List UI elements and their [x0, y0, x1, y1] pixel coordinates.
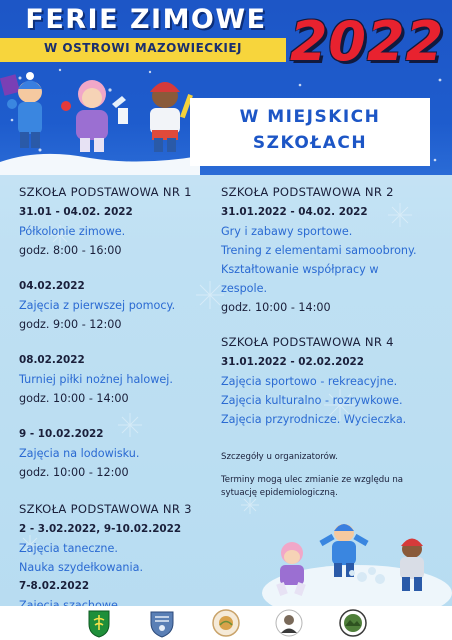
event-activity: Zajęcia na lodowisku.: [19, 447, 140, 460]
event-activity: Kształtowanie współpracy w: [221, 263, 379, 276]
event-activity: Zajęcia z pierwszej pomocy.: [19, 299, 176, 312]
page-subtitle: W OSTROWI MAZOWIECKIEJ: [43, 41, 243, 55]
event-date: 7-8.02.2022: [19, 580, 90, 592]
kid-blue-icon: [0, 72, 42, 148]
event-activity: Gry i zabawy sportowe.: [221, 225, 353, 238]
change-note-line-1: Terminy mogą ulec zmianie ze względu na: [221, 475, 404, 485]
change-note-line-2: sytuację epidemiologiczną.: [221, 488, 338, 498]
event-date: 08.02.2022: [19, 354, 85, 366]
children-snow-illustration: [262, 515, 452, 607]
children-illustration: [0, 64, 200, 164]
event-date: 9 - 10.02.2022: [19, 428, 104, 440]
event-activity: Zajęcia taneczne.: [19, 542, 118, 555]
event-date: 31.01 - 04.02. 2022: [19, 206, 133, 218]
event-date: 04.02.2022: [19, 280, 85, 292]
city-line-1: W MIEJSKICH: [239, 107, 381, 127]
city-line-2: SZKOŁACH: [252, 133, 368, 153]
city-heading: [190, 104, 430, 156]
year-label: 2022: [289, 10, 445, 73]
school-1-block-1: [19, 203, 219, 260]
school-crest-logo: [147, 608, 177, 638]
coat-of-arms-logo: [84, 608, 114, 638]
school-3-heading: SZKOŁA PODSTAWOWA NR 3: [19, 502, 192, 516]
school-1-block-2: [19, 277, 219, 334]
school-4-heading: SZKOŁA PODSTAWOWA NR 4: [221, 335, 394, 349]
left-column: [19, 182, 219, 615]
event-date: 2 - 3.02.2022, 9-10.02.2022: [19, 523, 182, 535]
event-hours: godz. 9:00 - 12:00: [19, 318, 122, 331]
kid-purple-icon: [61, 80, 128, 152]
event-activity: Nauka szydełkowania.: [19, 561, 144, 574]
school-1-block-4: [19, 425, 219, 482]
event-hours: godz. 8:00 - 16:00: [19, 244, 122, 257]
event-activity: Półkolonie zimowe.: [19, 225, 126, 238]
right-column: [221, 182, 441, 500]
school-2-heading: SZKOŁA PODSTAWOWA NR 2: [221, 185, 394, 199]
event-activity: Zajęcia sportowo - rekreacyjne.: [221, 375, 398, 388]
nature-seal-logo: [338, 608, 368, 638]
event-activity: zespole.: [221, 282, 268, 295]
page-title: FERIE ZIMOWE: [25, 4, 267, 35]
school-1-heading: SZKOŁA PODSTAWOWA NR 1: [19, 185, 192, 199]
event-activity: Trening z elementami samoobrony.: [221, 244, 417, 257]
school-round-logo: [211, 608, 241, 638]
organizers-note: Szczegóły u organizatorów.: [221, 452, 338, 462]
event-hours: godz. 10:00 - 14:00: [19, 392, 129, 405]
event-activity: Zajęcia kulturalno - rozrywkowe.: [221, 394, 403, 407]
event-hours: godz. 10:00 - 14:00: [221, 301, 331, 314]
school-1-block-3: [19, 351, 219, 408]
portrait-badge-logo: [274, 608, 304, 638]
event-date: 31.01.2022 - 02.02.2022: [221, 356, 365, 368]
event-activity: Turniej piłki nożnej halowej.: [19, 373, 173, 386]
event-date: 31.01.2022 - 04.02. 2022: [221, 206, 368, 218]
kid-red-hat-icon: [150, 82, 193, 152]
event-activity: Zajęcia przyrodnicze. Wycieczka.: [221, 413, 407, 426]
event-hours: godz. 10:00 - 12:00: [19, 466, 129, 479]
